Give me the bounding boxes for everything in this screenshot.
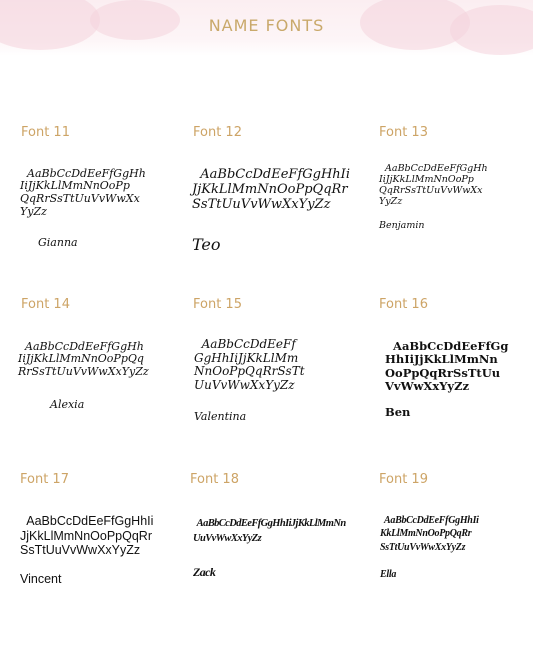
font-14-name: Alexia	[50, 398, 85, 412]
font-15-alphabet: AaBbCcDdEeFf GgHhIiJjKkLlMm NnOoPpQqRrSsTt UuVvWwXxYyZz	[194, 336, 305, 393]
font-16-alphabet: AaBbCcDdEeFfGg HhIiJjKkLlMmNn OoPpQqRrSsTtUu VvWwXxYyZz	[385, 339, 509, 393]
font-18-label: Font 18	[190, 472, 239, 487]
font-13-sample	[379, 153, 488, 242]
font-19-sample	[380, 500, 479, 595]
font-16-sample	[385, 327, 508, 433]
font-11-sample	[20, 155, 146, 262]
font-18-sample	[193, 501, 346, 596]
font-11-label: Font 11	[21, 125, 70, 140]
font-18-alphabet: AaBbCcDdEeFfGgHhIiJjKkLlMmNn UuVvWwXxYyZz	[193, 518, 346, 545]
font-11-name: Gianna	[38, 235, 78, 249]
font-11-alphabet: AaBbCcDdEeFfGgHh IiJjKkLlMmNnOoPp QqRrSsTtUuVvWwXx YyZz	[20, 166, 146, 218]
font-14-sample	[18, 328, 149, 424]
font-17-name: Vincent	[20, 571, 62, 586]
font-16-name: Ben	[385, 405, 411, 420]
font-14-alphabet: AaBbCcDdEeFfGgHh IiJjKkLlMmNnOoPpQq RrSsTtUuVvWwXxYyZz	[18, 339, 149, 378]
font-14-label: Font 14	[21, 297, 70, 312]
font-13-alphabet: AaBbCcDdEeFfGgHh IiJjKkLlMmNnOoPp QqRrSsTtUuVvWwXx YyZz	[379, 162, 488, 207]
font-12-sample	[192, 153, 350, 269]
font-13-name: Benjamin	[379, 219, 425, 231]
font-16-label: Font 16	[379, 297, 428, 312]
font-17-label: Font 17	[20, 472, 69, 487]
header-banner	[0, 0, 533, 56]
font-15-sample	[194, 324, 305, 437]
font-15-name: Valentina	[194, 409, 247, 423]
font-12-alphabet: AaBbCcDdEeFfGgHhIi JjKkLlMmNnOoPpQqRr SsTtUuVvWwXxYyZz	[192, 166, 350, 212]
font-19-name: Ella	[380, 568, 397, 580]
font-19-alphabet: AaBbCcDdEeFfGgHhIi KkLlMmNnOoPpQqRr SsTtUuVvWwXxYyZz	[380, 514, 479, 553]
font-12-name: Teo	[192, 234, 221, 254]
font-13-label: Font 13	[379, 125, 428, 140]
font-18-name: Zack	[193, 564, 216, 579]
font-19-label: Font 19	[379, 472, 428, 487]
font-15-label: Font 15	[193, 297, 242, 312]
font-17-sample	[20, 500, 153, 601]
font-12-label: Font 12	[193, 125, 242, 140]
font-17-alphabet: AaBbCcDdEeFfGgHhIi JjKkLlMmNnOoPpQqRr SsTtUuVvWwXxYyZz	[20, 514, 154, 558]
page-title: NAME FONTS	[208, 16, 325, 35]
